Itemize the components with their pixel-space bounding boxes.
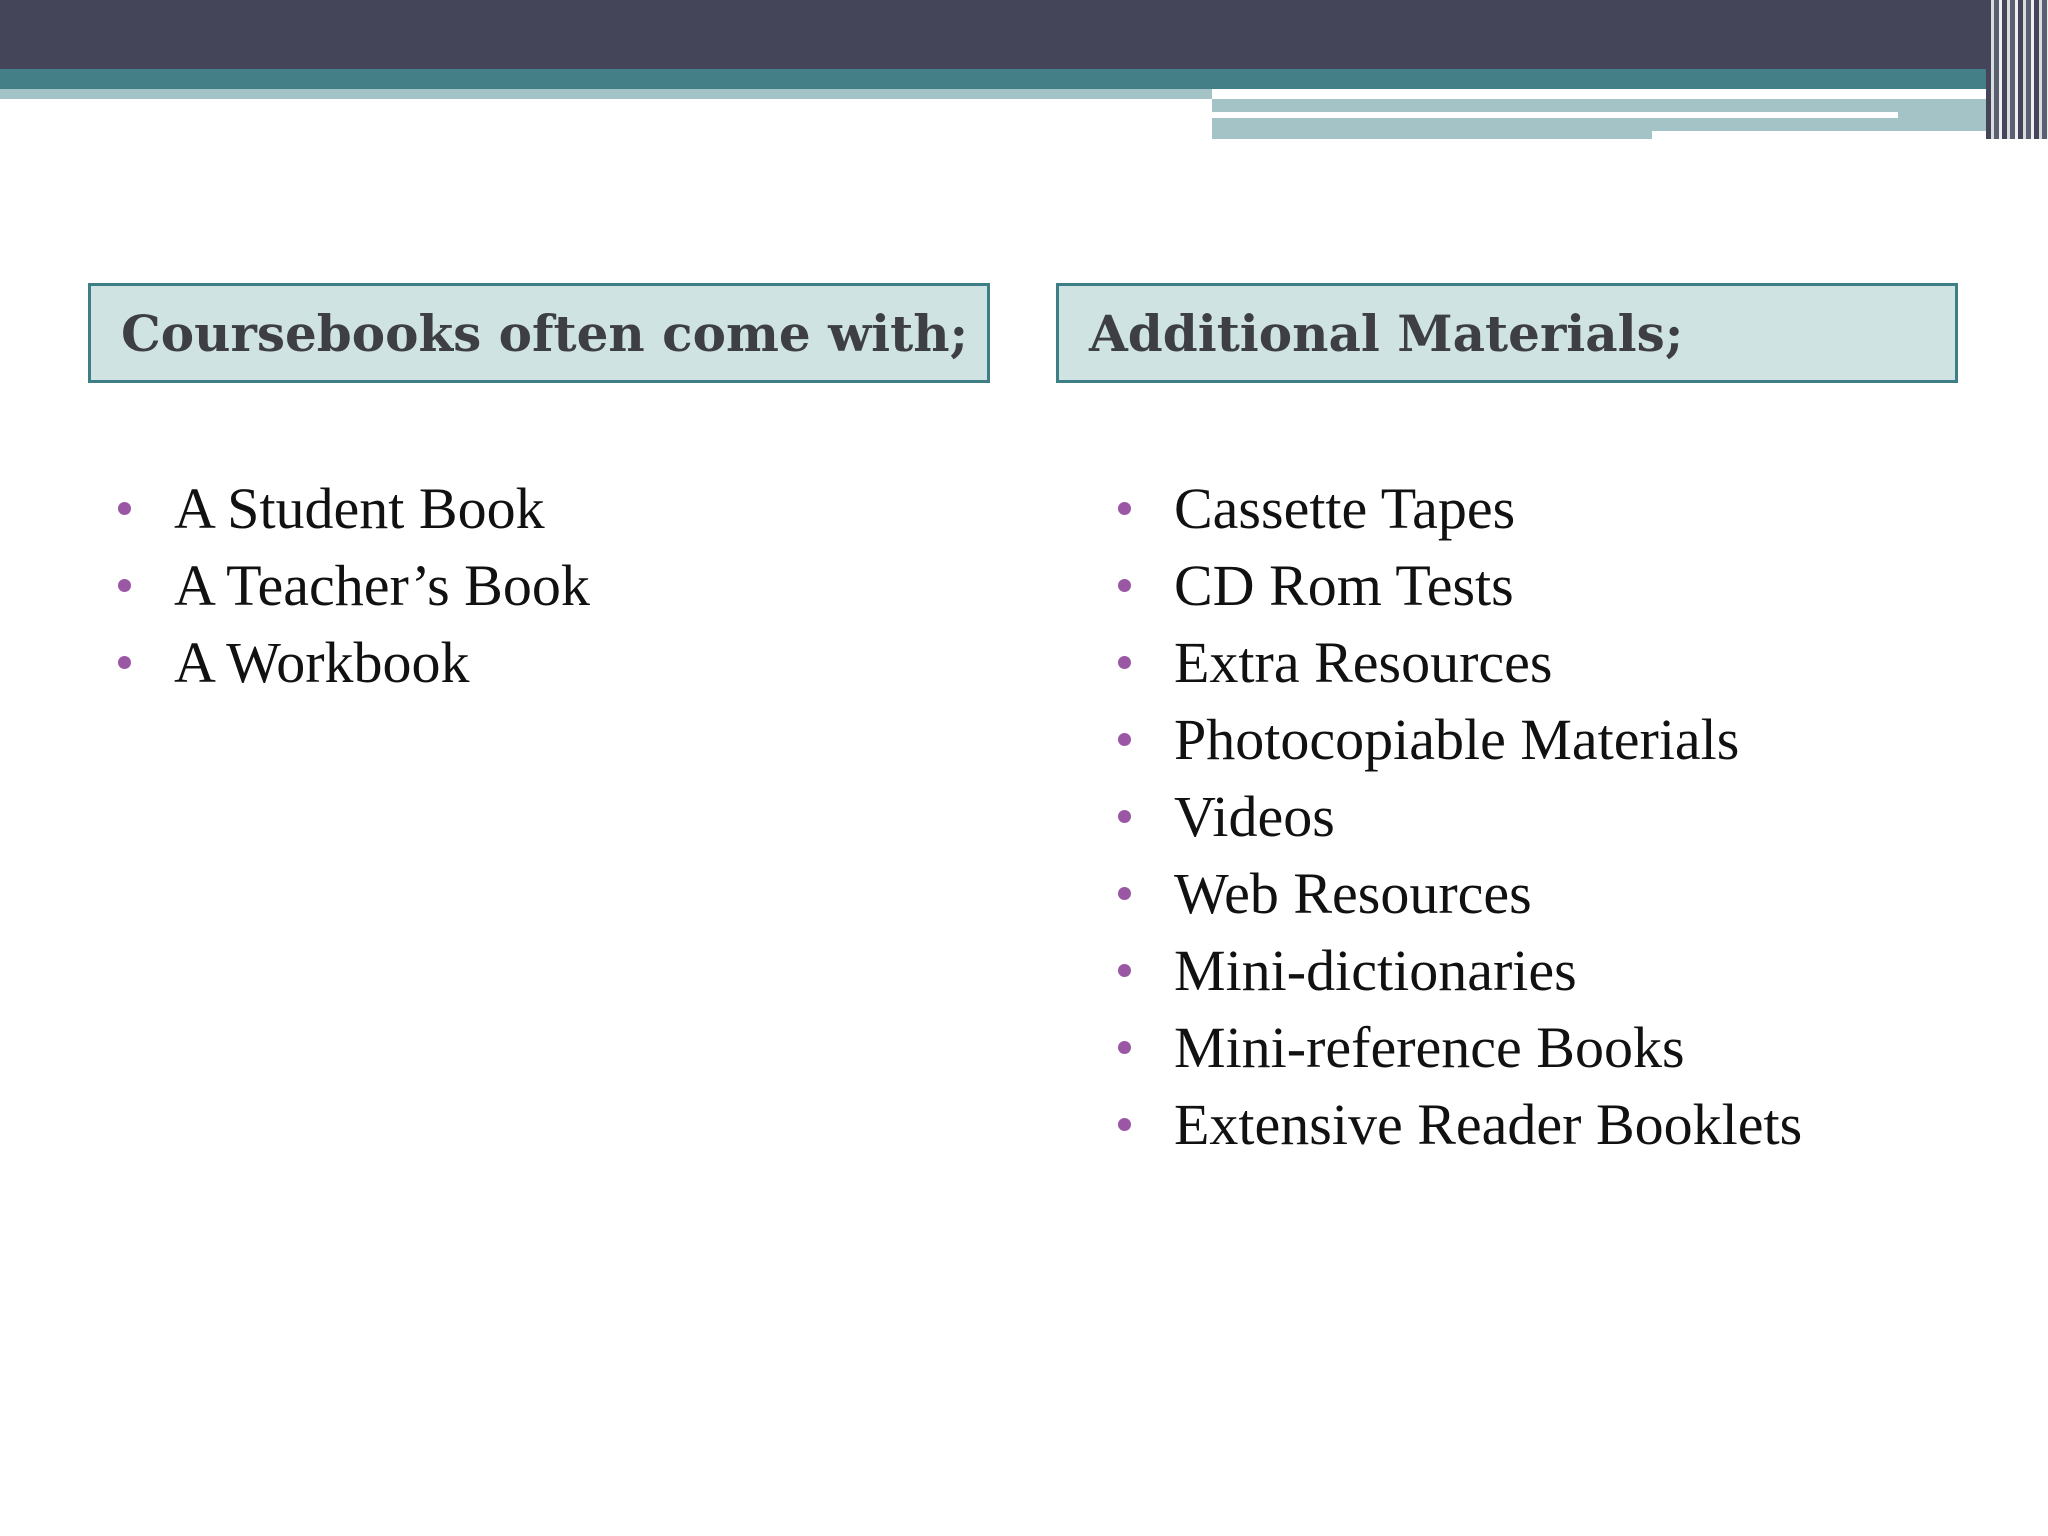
list-item-text: Mini-reference Books	[1174, 1014, 1685, 1080]
right-heading-box	[1056, 283, 1958, 383]
list-item	[1118, 547, 1802, 624]
bullet-icon	[118, 579, 131, 592]
list-item-text: A Teacher’s Book	[174, 552, 590, 618]
top-banner-white-notch	[1652, 131, 2012, 139]
list-item-text: Web Resources	[1174, 860, 1532, 926]
list-item	[1118, 470, 1802, 547]
top-banner-dark-band	[0, 0, 2048, 69]
list-item-text: Mini-dictionaries	[1174, 937, 1577, 1003]
top-banner-stripes	[1986, 0, 2048, 139]
list-item	[118, 470, 590, 547]
right-bullet-list	[1118, 470, 1802, 1163]
list-item	[118, 547, 590, 624]
list-item	[1118, 1009, 1802, 1086]
list-item	[1118, 778, 1802, 855]
list-item-text: A Student Book	[174, 475, 545, 541]
bullet-icon	[1118, 810, 1131, 823]
list-item	[1118, 855, 1802, 932]
left-heading-box	[88, 283, 990, 383]
list-item-text: A Workbook	[174, 629, 470, 695]
bullet-icon	[1118, 733, 1131, 746]
list-item-text: Videos	[1174, 783, 1335, 849]
left-bullet-list	[118, 470, 590, 701]
list-item-text: Photocopiable Materials	[1174, 706, 1740, 772]
bullet-icon	[1118, 964, 1131, 977]
bullet-icon	[1118, 656, 1131, 669]
left-heading: Coursebooks often come with;	[121, 303, 969, 363]
bullet-icon	[1118, 502, 1131, 515]
bullet-icon	[1118, 1041, 1131, 1054]
bullet-icon	[1118, 887, 1131, 900]
top-banner-white-line	[1212, 112, 1898, 118]
list-item-text: Cassette Tapes	[1174, 475, 1516, 541]
list-item	[1118, 932, 1802, 1009]
list-item-text: Extra Resources	[1174, 629, 1553, 695]
top-banner-light-band	[0, 89, 1212, 99]
bullet-icon	[118, 502, 131, 515]
list-item	[118, 624, 590, 701]
top-banner-teal-band	[0, 69, 2048, 89]
list-item-text: Extensive Reader Booklets	[1174, 1091, 1803, 1157]
list-item-text: CD Rom Tests	[1174, 552, 1514, 618]
list-item	[1118, 701, 1802, 778]
right-heading: Additional Materials;	[1089, 303, 1684, 363]
bullet-icon	[1118, 1118, 1131, 1131]
list-item	[1118, 624, 1802, 701]
bullet-icon	[118, 656, 131, 669]
bullet-icon	[1118, 579, 1131, 592]
list-item	[1118, 1086, 1802, 1163]
